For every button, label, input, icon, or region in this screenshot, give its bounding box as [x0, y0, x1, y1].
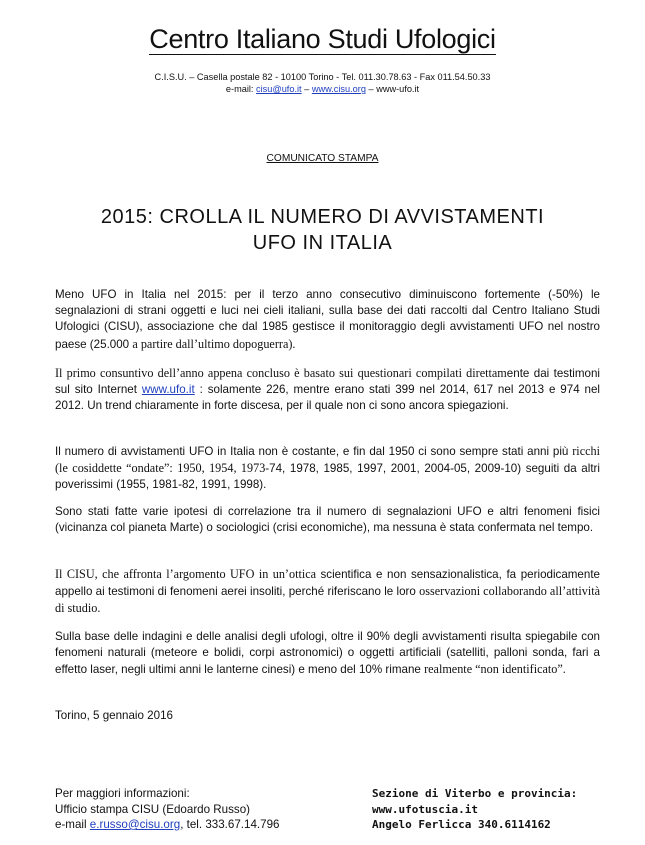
headline: 2015: CROLLA IL NUMERO DI AVVISTAMENTI UFO IN ITALIA [100, 206, 545, 254]
contact-line: e-mail: cisu@ufo.it – www.cisu.org – www-ufo.it [225, 84, 420, 94]
paragraph-6: Sulla base delle indagini e delle analisi degli ufologi, oltre il 90% degli avvistamenti risulta spiegabile con fenomeni naturali (meteore e bolidi, corpi astronomici) o oggetti artificiali (satelliti, palloni sonda, fari a effetto laser, negli ultimi anni le lanterne cinesi) e meno del 10% rimane realmente “non identificato”. [55, 630, 600, 677]
website-link[interactable]: www.cisu.org [311, 84, 366, 94]
ufo-site-link[interactable]: www.ufo.it [141, 383, 195, 397]
paragraph-4: Sono stati fatte varie ipotesi di correlazione tra il numero di segnalazioni UFO e altri fenomeni fisici (vicinanza col pianeta Marte) o sociologici (crisi economiche), ma nessuna è stata confermata nel tempo. [55, 505, 600, 535]
press-release-label: COMUNICATO STAMPA [266, 153, 379, 164]
email-link[interactable]: cisu@ufo.it [256, 84, 302, 94]
date-line: Torino, 5 gennaio 2016 [55, 709, 173, 722]
address-line: C.I.S.U. – Casella postale 82 - 10100 Torino - Tel. 011.30.78.63 - Fax 011.54.50.33 [154, 72, 491, 82]
paragraph-3: Il numero di avvistamenti UFO in Italia non è costante, e fin dal 1950 ci sono sempre stati anni più ricchi (le cosiddette “ondate”: 1950, 1954, 1973-74, 1978, 1985, 1997, 2001, 2004-05, 2009-10) seguiti da altri poverissimi (1955, 1981-82, 1991, 1998). [55, 444, 600, 492]
footer-viterbo-section: Sezione di Viterbo e provincia: www.ufotuscia.it Angelo Ferlicca 340.6114162 [372, 787, 578, 831]
paragraph-1: Meno UFO in Italia nel 2015: per il terzo anno consecutivo diminuiscono fortemente (-50%) le segnalazioni di strani oggetti e luci nei cieli italiani, sulla base dei dati raccolti dal Centro Italiano Studi Ufologici (CISU), associazione che dal 1985 gestisce il monitoraggio degli avvistamenti UFO nel nostro paese (25.000 a partire dall’ultimo dopoguerra). [55, 288, 600, 351]
paragraph-2: Il primo consuntivo dell’anno appena concluso è basato sui questionari compilati direttamente dai testimoni sul sito Internet www.ufo.it : solamente 226, mentre erano stati 399 nel 2014, 617 nel 2013 e 974 nel 2012. Un trend chiaramente in forte discesa, per il quale non ci sono ancora spiegazioni. [55, 366, 601, 413]
press-email-link[interactable]: e.russo@cisu.org [89, 818, 181, 831]
organization-title: Centro Italiano Studi Ufologici [149, 24, 496, 54]
paragraph-5: Il CISU, che affronta l’argomento UFO in un’ottica scientifica e non sensazionalistica, fa periodicamente appello ai testimoni di fenomeni aerei insoliti, perché riferiscano le loro osservazioni collaborando all’attività di studio. [55, 567, 601, 616]
website-text: www-ufo.it [376, 84, 420, 94]
footer-contact-info: Per maggiori informazioni: Ufficio stampa CISU (Edoardo Russo) e-mail e.russo@cisu.org, tel. 333.67.14.796 [55, 787, 280, 831]
